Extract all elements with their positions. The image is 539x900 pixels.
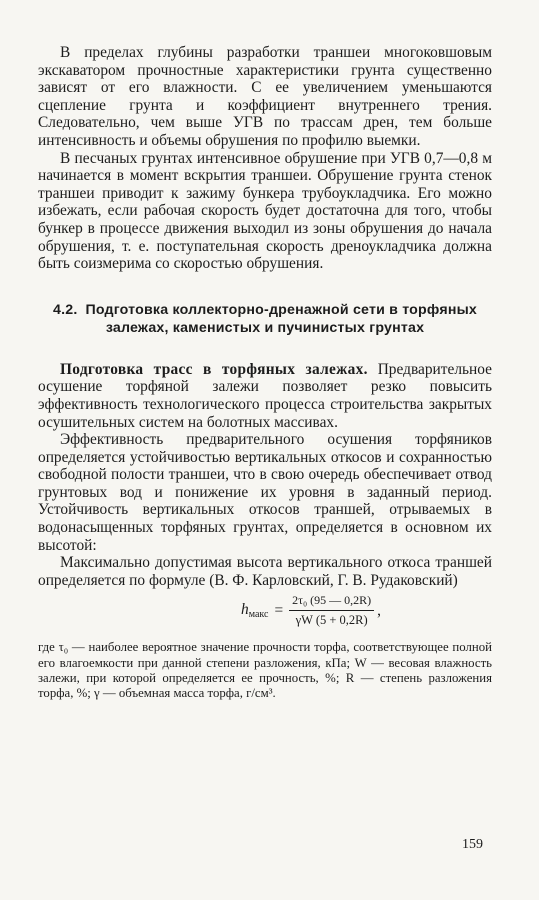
paragraph-max-height: Максимально допустимая высота вертикального откоса траншей определяется по формуле (В. Ф. Карловский, Г. В. Рудаковский) [38, 554, 492, 589]
formula-lhs: $h_{макс}$ [240, 601, 269, 621]
section-heading [38, 301, 492, 337]
formula-fraction [289, 593, 374, 628]
paragraph-soil-strength: В пределах глубины разработки траншеи многоковшовым экскаватором прочностные характеристики грунта существенно зависят от его влажности. С ее увеличением уменьшаются сцепление грунта и коэффициент внутреннего трения. Следовательно, чем выше УГВ по трассам дрен, тем больше интенсивность и объемы обрушения по профилю выемки. [38, 44, 492, 149]
formula-numerator: 2τ₀ (95 — 0,2R) [289, 593, 374, 611]
paragraph-sandy-soils: В песчаных грунтах интенсивное обрушение при УГВ 0,7—0,8 м начинается в момент вскрытия траншеи. Обрушение грунта стенок траншеи приводит к зажиму бункера трубоукладчика. Его можно избежать, если рабочая скорость будет достаточна для того, чтобы бункер в процессе движения выходил из зоны обрушения до начала обрушения, т. е. поступательная скорость дреноукладчика должна быть соизмерима со скоростью обрушения. [38, 149, 492, 273]
formula-max-height [38, 593, 492, 628]
page-number: 159 [462, 837, 483, 852]
formula-denominator: γW (5 + 0,2R) [295, 613, 368, 628]
subsection-text: Предварительное осушение торфяной залежи позволяет резко повысить эффективность технологического процесса строительства закрытых осушительных систем на болотных массивах. [38, 360, 492, 431]
section-title: Подготовка коллекторно-дренажной сети в торфяных залежах, каменистых и пучинистых грунтах [85, 301, 477, 336]
formula-equals: = [274, 601, 284, 619]
formula-legend-note: где τ₀ — наиболее вероятное значение прочности торфа, соответствующее полной его влагоемкости при данной степени разложения, кПа; W — весовая влажность залежи, при которой определяется ее прочность, %; R — степень разложения торфа, %; γ — объемная масса торфа, г/см³. [38, 640, 492, 701]
formula-lhs-subscript: макс [248, 609, 269, 621]
formula-trailing-comma: , [377, 601, 381, 619]
subsection-runin-title: Подготовка трасс в торфяных залежах. [60, 360, 368, 378]
paragraph-peat-preparation [38, 361, 492, 431]
page-body [38, 44, 492, 701]
paragraph-slope-stability: Эффективность предварительного осушения торфяников определяется устойчивостью вертикальных откосов и сохранностью свободной полости траншеи, что в свою очередь обеспечивает отвод грунтовых вод и понижение их уровня в заданный период. Устойчивость вертикальных откосов траншей, отрываемых в водонасыщенных торфяных грунтах, определяется в основном их высотой: [38, 431, 492, 554]
section-number: 4.2. [53, 301, 78, 318]
